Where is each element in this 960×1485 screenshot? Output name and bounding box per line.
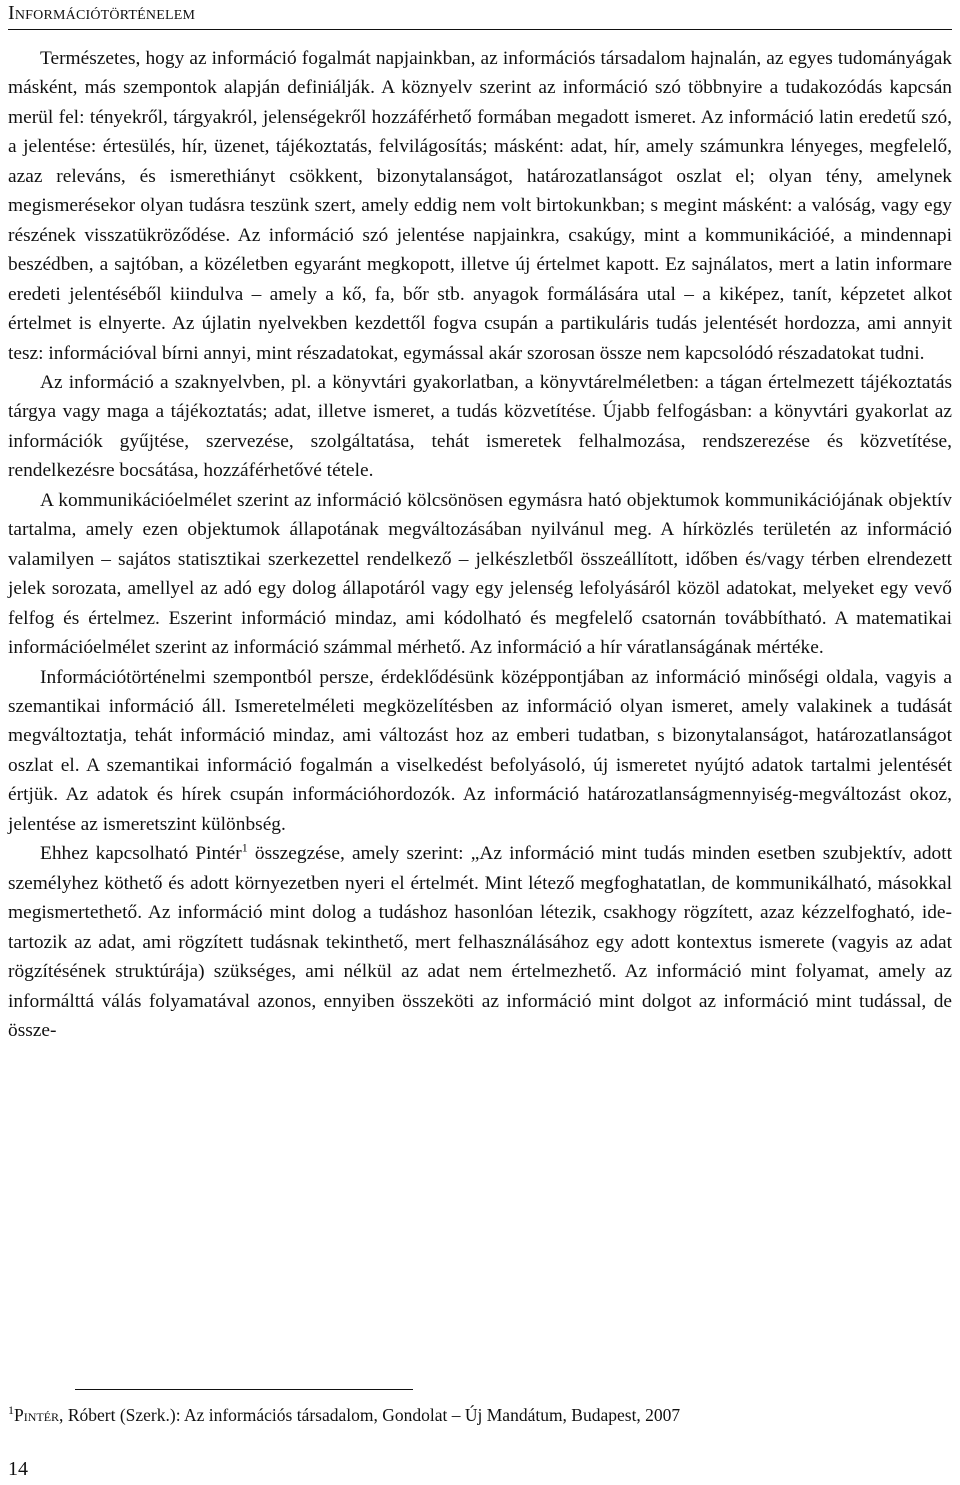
header-rule: [8, 29, 952, 30]
paragraph-5: [8, 839, 952, 1045]
body-text: [8, 44, 952, 1045]
paragraph-1: [8, 44, 952, 368]
paragraph-1-part-2: Az információ latin eredetű szó, a jelentése: értesülés, hír, üzenet, tájékoztatás, felvilágosítás; másként: adat, hír, amely számunkra lényeges, megfelelő, azaz releváns, és ismerethiányt csökkent, bizonytalanságot, határozatlanságot oszlat el; olyan tény, amelynek megismerésekor olyan tudásra teszünk szert, amely eddig nem volt birtokunkban; s megint másként: a valóság, vagy egy részének visszatükröződése.: [8, 106, 952, 246]
page-number: 14: [8, 1458, 28, 1480]
paragraph-5-rest: összegzése, amely szerint: „Az információ mint tudás minden esetben szubjektív, adott személyhez köthető és adott környezetben nyeri el értelmét. Mint létező megfoghatatlan, de kommunikálható, másokkal megismertethető. Az információ mint dolog a tudáshoz hasonlóan létezik, csakhogy rögzített, azaz kézzelfogható, idetartozik az adat, ami rögzített tudásnak tekinthető, mert felhasználásához egy adott kontextus ismerete (vagyis az adat rögzítésének struktúrája) szükséges, ami nélkül az adat nem értelmezhető. Az információ mint folyamat, amely az informálttá válás folyamatával azonos, ennyiben összeköti az információ mint dolgot az információ mint tudással, de össze-: [8, 843, 952, 1041]
footnote-author: Pintér,: [14, 1405, 64, 1425]
footnote-mark: 1: [8, 1403, 14, 1418]
paragraph-3: A kommunikációelmélet szerint az információ kölcsönösen egymásra ható objektumok kommunikációjának objektív tartalma, amely ezen objektumok állapotának megváltozásában nyilvánul meg. A hírközlés területén az információ valamilyen – sajátos statisztikai szerkezettel rendelkező – jelkészletből összeállított, időben és/vagy térben elrendezett jelek sorozata, amellyel az adó egy dolog állapotáról vagy egy jelenség lefolyásáról közöl adatokat, melyeket egy vevő felfog és értelmez. Eszerint információ mindaz, ami kódolható és megfelelő csatornán továbbítható. A matematikai információelmélet szerint az információ számmal mérhető. Az információ a hír váratlanságának mértéke.: [8, 489, 952, 659]
footnote-citation: Róbert (Szerk.): Az információs társadalom, Gondolat – Új Mandátum, Budapest, 2007: [63, 1405, 681, 1425]
footnote: [8, 1400, 952, 1430]
paragraph-4: Információtörténelmi szempontból persze, érdeklődésünk középpontjában az információ minőségi oldala, vagyis a szemantikai információ áll. Ismeretelméleti megközelítésben az információ olyan ismeret, amely valakinek a tudását megváltoztatja, tehát információ mindaz, ami változást hoz az emberi tudatban, s bizonytalanságot, határozatlanságot oszlat el. A szemantikai információ fogalmán a viselkedést befolyásoló, új ismeretet nyújtó adatok tartalmi jelentését értjük. Az adatok és hírek csupán információhordozók. Az információ határozatlanságmennyiség-megváltozást okoz, jelentése az ismeretszint különbség.: [8, 666, 952, 835]
footnote-rule: [75, 1389, 413, 1390]
paragraph-5-start: Ehhez kapcsolható Pintér: [40, 843, 242, 865]
paragraph-1-part-3: Az információ szó jelentése napjainkra, csakúgy, mint a kommunikációé, a mindennapi beszédben, a sajtóban, a közéletben egyaránt megkopott, illetve új értelmet kapott. Ez sajnálatos, mert a latin informare eredeti jelentéséből kiindulva – amely a kő, fa, bőr stb. anyagok formálására utal – a kiképez, tanít, képzetet alkot értelmet is elnyerte. Az újlatin nyelvekben kezdettől fogva csupán a partikuláris tudás jelentését hordozza, ami annyit tesz: információval bírni annyi, mint részadatokat, egymással akár szorosan össze nem kapcsolódó részadatokat tudni.: [8, 224, 952, 364]
footnote-reference[interactable]: 1: [241, 840, 248, 855]
paragraph-1-part-1: Természetes, hogy az információ fogalmát napjainkban, az információs társadalom hajnalán, az egyes tudományágak másként, más szempontok alapján definiálják. A köznyelv szerint az információ szó többnyire a tudakozódás kapcsán merül fel: tényekről, tárgyakról, jelenségekről hozzáférhető formában megadott ismeret.: [8, 48, 952, 128]
paragraph-2: Az információ a szaknyelvben, pl. a könyvtári gyakorlatban, a könyvtárelméletben: a tágan értelmezett tájékoztatás tárgya vagy maga a tájékoztatás; adat, illetve ismeret, a tudás közvetítése. Újabb felfogásban: a könyvtári gyakorlat az információk gyűjtése, szervezése, szolgáltatása, tehát ismeretek felhalmozása, rendszerezése és közvetítése, rendelkezésre bocsátása, hozzáférhetővé tétele.: [8, 371, 952, 482]
running-header: Információtörténelem: [8, 2, 196, 24]
